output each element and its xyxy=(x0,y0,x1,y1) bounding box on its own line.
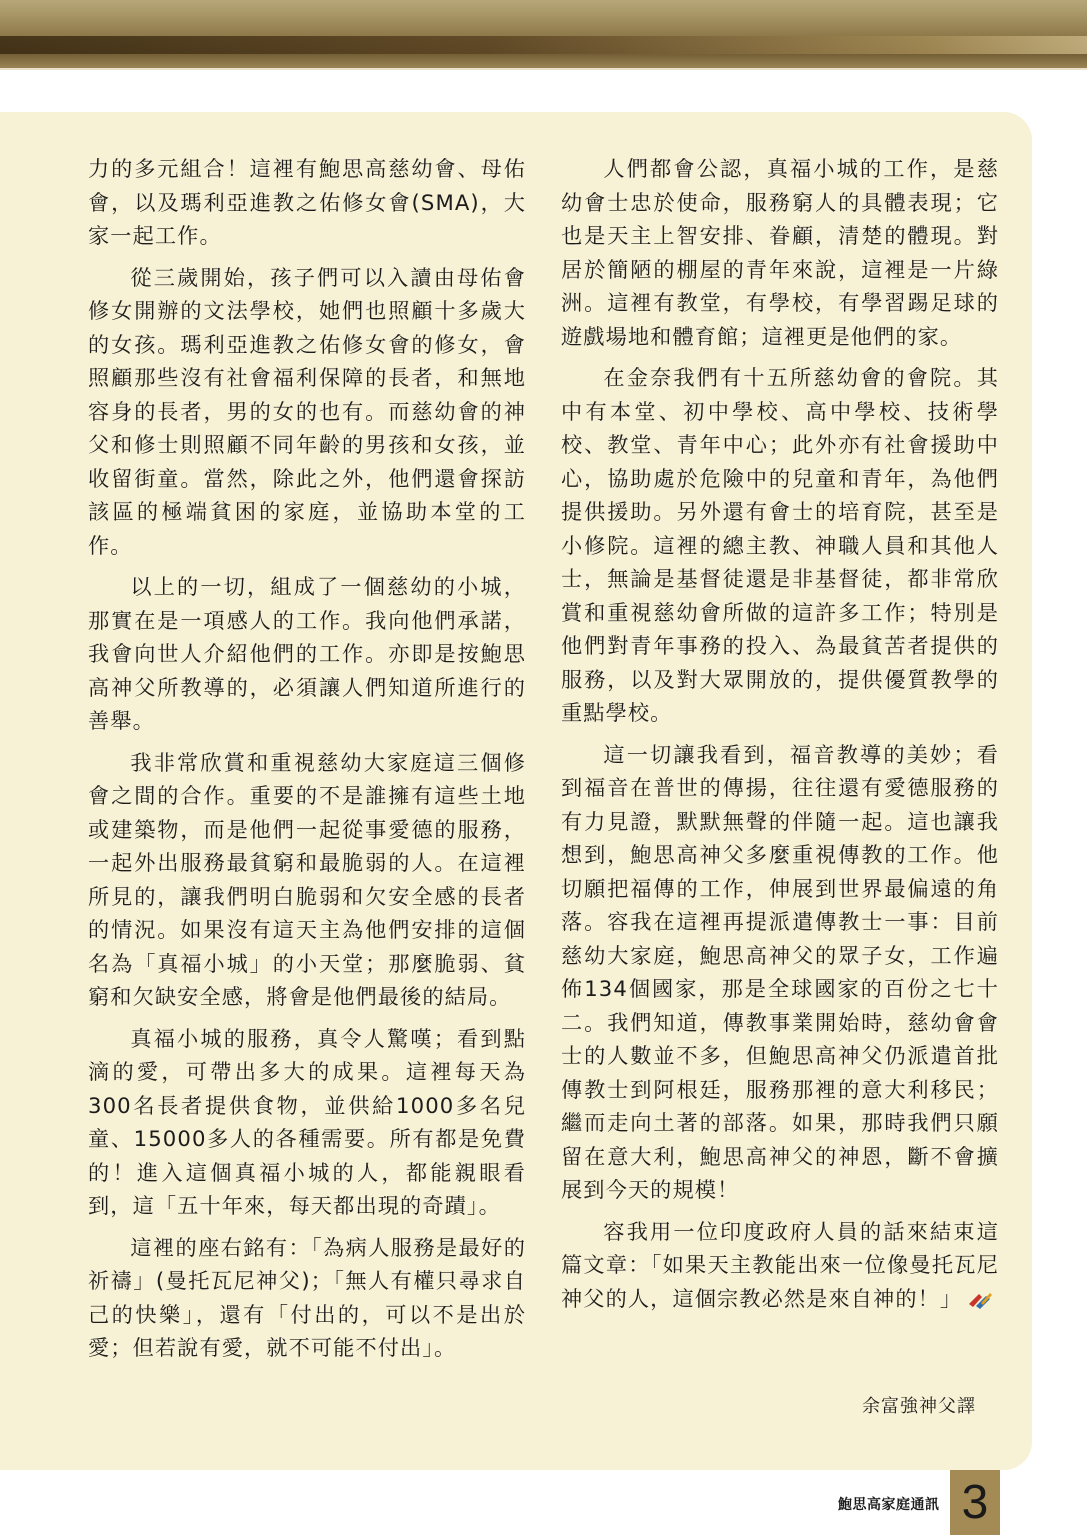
paragraph: 以上的一切，組成了一個慈幼的小城，那實在是一項感人的工作。我向他們承諾，我會向世人介紹他們的工作。亦即是按鮑思高神父所教導的，必須讓人們知道所進行的善舉。 xyxy=(88,574,526,733)
closing-text: 容我用一位印度政府人員的話來結束這篇文章：「如果天主教能出來一位像曼托瓦尼神父的人，這個宗教必然是來自神的！」 xyxy=(561,1218,999,1311)
salesian-end-mark-icon xyxy=(966,1290,994,1310)
publication-name: 鮑思高家庭通訊 xyxy=(838,1497,940,1513)
paragraph: 這一切讓我看到，福音教導的美妙；看到福音在普世的傳揚，往往還有愛德服務的有力見證，默默無聲的伴隨一起。這也讓我想到，鮑思高神父多麼重視傳教的工作。他切願把福傳的工作，伸展到世界最偏遠的角落。容我在這裡再提派遣傳教士一事：目前慈幼大家庭，鮑思高神父的眾子女，工作遍佈134個國家，那是全球國家的百份之七十二。我們知道，傳教事業開始時，慈幼會會士的人數並不多，但鮑思高神父仍派遣首批傳教士到阿根廷，服務那裡的意大利移民；繼而走向土著的部落。如果，那時我們只願留在意大利，鮑思高神父的神恩，斷不會擴展到今天的規模！ xyxy=(561,741,999,1202)
top-band-shade xyxy=(0,36,1087,54)
translator-credit: 余富強神父譯 xyxy=(862,1396,976,1417)
paragraph: 在金奈我們有十五所慈幼會的會院。其中有本堂、初中學校、高中學校、技術學校、教堂、青年中心；此外亦有社會援助中心，協助處於危險中的兒童和青年，為他們提供援助。另外還有會士的培育院，甚至是小修院。這裡的總主教、神職人員和其他人士，無論是基督徒還是非基督徒，都非常欣賞和重視慈幼會所做的這許多工作；特別是他們對青年事務的投入、為最貧苦者提供的服務，以及對大眾開放的，提供優質教學的重點學校。 xyxy=(561,365,999,725)
paragraph: 我非常欣賞和重視慈幼大家庭這三個修會之間的合作。重要的不是誰擁有這些土地或建築物，而是他們一起從事愛德的服務，一起外出服務最貧窮和最脆弱的人。在這裡所見的，讓我們明白脆弱和欠安全感的長者的情況。如果沒有這天主為他們安排的這個名為「真福小城」的小天堂；那麼脆弱、貧窮和欠缺安全感，將會是他們最後的結局。 xyxy=(88,749,526,1009)
page-number: 3 xyxy=(961,1476,989,1529)
top-band-divider xyxy=(0,68,1087,70)
paragraph: 真福小城的服務，真令人驚嘆；看到點滴的愛，可帶出多大的成果。這裡每天為300名長者提供食物，並供給1000多名兒童、15000多人的各種需要。所有都是免費的！進入這個真福小城的人，都能親眼看到，這「五十年來，每天都出現的奇蹟」。 xyxy=(88,1025,526,1218)
right-text-column xyxy=(561,152,999,1323)
left-text-column xyxy=(88,152,526,1373)
paragraph: 從三歲開始，孩子們可以入讀由母佑會修女開辦的文法學校，她們也照顧十多歲大的女孩。瑪利亞進教之佑修女會的修女，會照顧那些沒有社會福利保障的長者，和無地容身的長者，男的女的也有。而慈幼會的神父和修士則照顧不同年齡的男孩和女孩，並收留街童。當然，除此之外，他們還會探訪該區的極端貧困的家庭，並協助本堂的工作。 xyxy=(88,264,526,558)
closing-paragraph xyxy=(561,1215,999,1316)
top-decorative-band xyxy=(0,0,1087,70)
paragraph: 力的多元組合！這裡有鮑思高慈幼會、母佑會，以及瑪利亞進教之佑修女會(SMA)，大家一起工作。 xyxy=(88,156,526,248)
paragraph: 人們都會公認，真福小城的工作，是慈幼會士忠於使命，服務窮人的具體表現；它也是天主上智安排、眷顧，清楚的體現。對居於簡陋的棚屋的青年來說，這裡是一片綠洲。這裡有教堂，有學校，有學習踢足球的遊戲場地和體育館；這裡更是他們的家。 xyxy=(561,156,999,349)
paragraph: 這裡的座右銘有：「為病人服務是最好的祈禱」(曼托瓦尼神父)；「無人有權只尋求自己的快樂」，還有「付出的，可以不是出於愛；但若說有愛，就不可能不付出」。 xyxy=(88,1234,526,1360)
